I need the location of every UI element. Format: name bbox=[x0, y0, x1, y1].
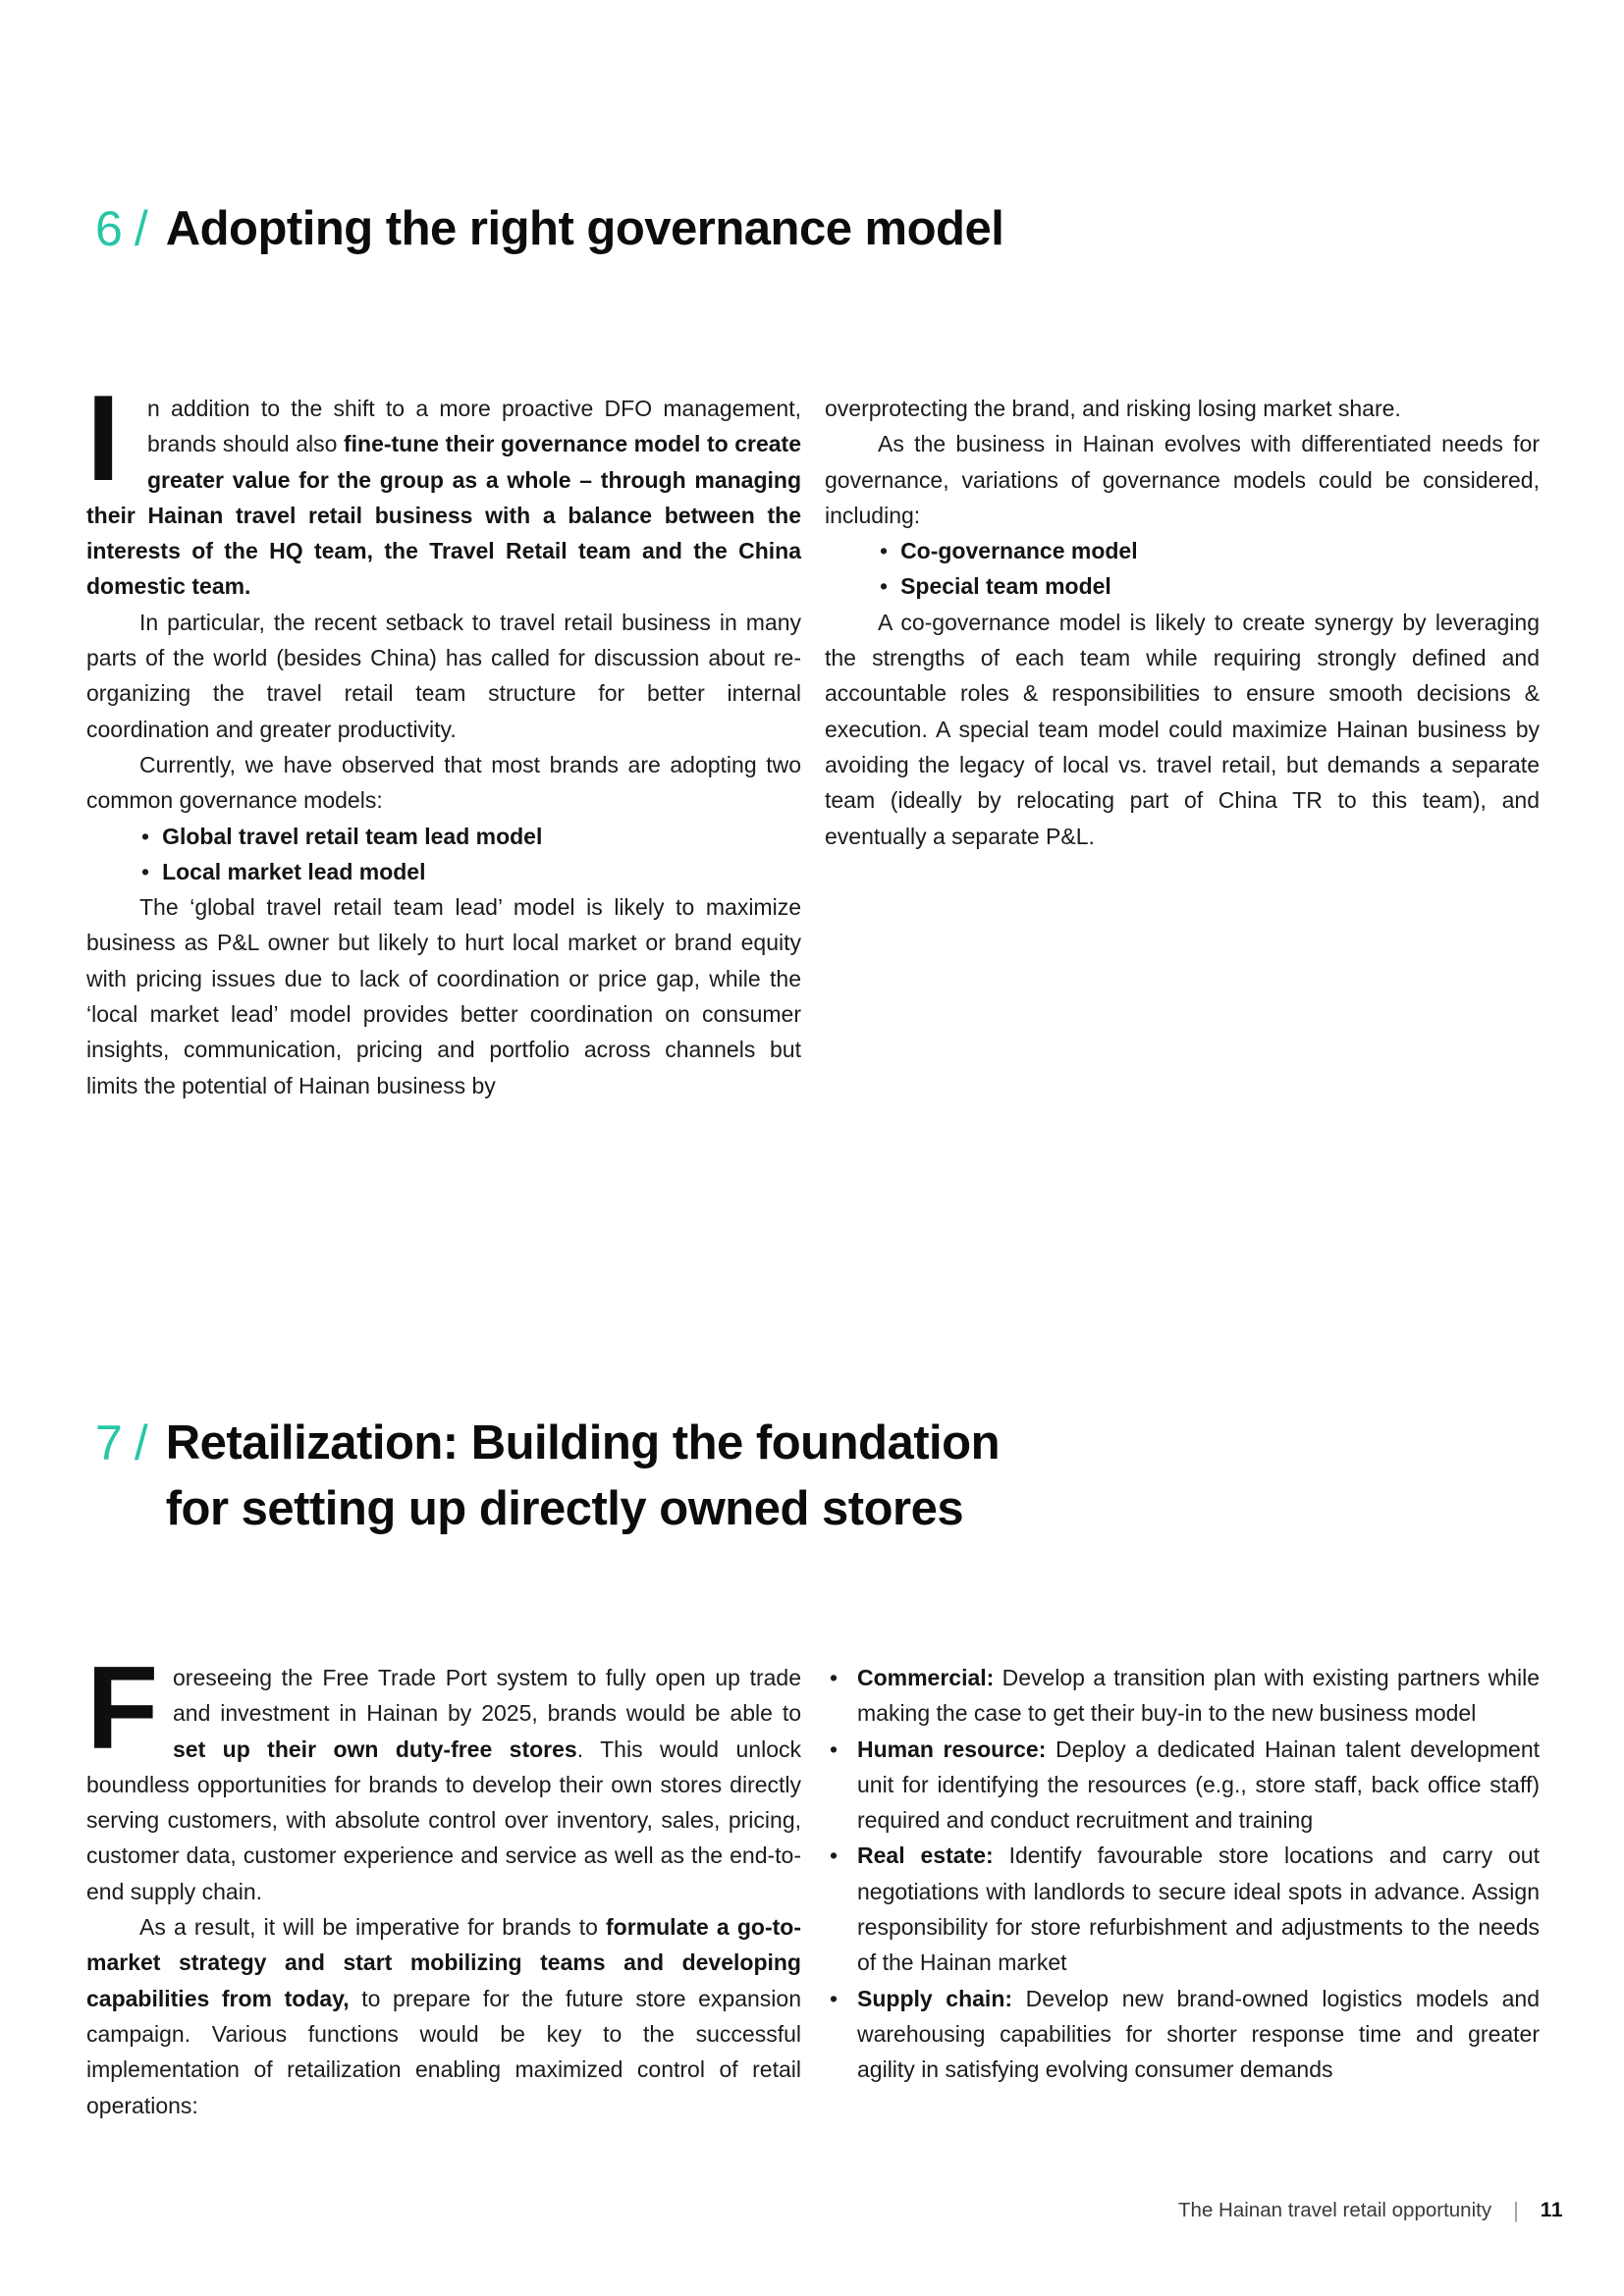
bullet-item bbox=[880, 533, 1540, 568]
section-6-title-line: Adopting the right governance model bbox=[165, 202, 1004, 255]
paragraph bbox=[86, 889, 801, 1103]
bullet-marker-icon: • bbox=[141, 858, 150, 884]
bold-text-run: formulate a go-to-market strategy and start mobilizing teams and developing capabilities from today, bbox=[86, 1914, 801, 2011]
section-7-slash-icon: / bbox=[134, 1415, 148, 1470]
section-6-slash-icon: / bbox=[134, 201, 148, 256]
section-6-number: 6 bbox=[95, 201, 123, 256]
drop-cap-letter: F bbox=[86, 1642, 159, 1774]
bullet-text bbox=[900, 573, 1111, 599]
text-run: Identify favourable store locations and carry out negotiations with landlords to secure ideal spots in advance. Assign responsibility for store refurbishment and adjustments to the needs of the Hainan market bbox=[857, 1842, 1540, 1976]
bold-text-run: Global travel retail team lead model bbox=[162, 823, 543, 849]
footer-separator: | bbox=[1513, 2198, 1519, 2222]
section-6-title bbox=[166, 196, 1004, 262]
text-run: The ‘global travel retail team lead’ model is likely to maximize business as P&L owner but likely to hurt local market or brand equity with pricing issues due to lack of coordination or price gap, while the ‘local market lead’ model provides better coordination on consumer insights, communication, pricing and portfolio across channels but limits the potential of Hainan business by bbox=[86, 894, 801, 1098]
bullet-text bbox=[857, 1842, 1540, 1975]
bold-text-run: set up their own duty-free stores bbox=[173, 1735, 577, 1762]
bullet-text bbox=[857, 1986, 1540, 2083]
bullet-text bbox=[857, 1665, 1540, 1726]
bullet-marker-icon: • bbox=[141, 823, 150, 849]
text-run: Develop a transition plan with existing partners while making the case to get their buy-in to the new business model bbox=[857, 1665, 1540, 1727]
text-run: . This would unlock boundless opportunities for brands to develop their own stores directly serving customers, with absolute control over inventory, sales, pricing, customer data, customer experience and service as well as the end-to-end supply chain. bbox=[86, 1735, 801, 1904]
bullet-item bbox=[825, 1660, 1540, 1732]
section-6-column-left bbox=[86, 371, 801, 1103]
bold-text-run: Commercial: bbox=[857, 1665, 995, 1690]
section-7-number: 7 bbox=[95, 1415, 123, 1470]
text-run: Currently, we have observed that most brands are adopting two common governance models: bbox=[86, 751, 801, 814]
text-run: n addition to the shift to a more proactive DFO management, brands should also bbox=[147, 396, 801, 457]
text-run: Deploy a dedicated Hainan talent development unit for identifying the resources (e.g., store staff, back office staff) required and conduct recruitment and training bbox=[857, 1735, 1541, 1834]
text-run: Develop new brand-owned logistics models and warehousing capabilities for shorter response time and greater agility in satisfying evolving consumer demands bbox=[857, 1985, 1540, 2083]
bold-text-run: Co-governance model bbox=[900, 538, 1138, 564]
bullet-item bbox=[141, 819, 801, 854]
paragraph bbox=[825, 391, 1540, 426]
bullet-text bbox=[162, 859, 425, 884]
bullet-marker-icon: • bbox=[830, 1665, 839, 1690]
drop-cap-letter: I bbox=[86, 371, 121, 507]
bullet-item bbox=[880, 568, 1540, 604]
bullet-marker-icon: • bbox=[880, 538, 889, 564]
section-6-column-right bbox=[825, 391, 1540, 854]
text-run: to prepare for the future store expansion campaign. Various functions would be key to the successful implementation of retailization enabling maximized control of retail operations: bbox=[86, 1985, 801, 2118]
bullet-text bbox=[162, 824, 542, 849]
page-number: 11 bbox=[1540, 2199, 1563, 2221]
bold-text-run: Human resource: bbox=[857, 1735, 1047, 1762]
bullet-item bbox=[141, 854, 801, 889]
section-7-title-line-1: Retailization: Building the foundation bbox=[165, 1416, 1001, 1469]
bold-text-run: Local market lead model bbox=[162, 858, 426, 884]
paragraph bbox=[86, 1642, 801, 1909]
paragraph bbox=[86, 371, 801, 605]
section-7-title bbox=[166, 1411, 1000, 1542]
bold-text-run: Special team model bbox=[900, 573, 1111, 600]
text-run: overprotecting the brand, and risking losing market share. bbox=[825, 396, 1401, 421]
bullet-text bbox=[900, 538, 1138, 563]
footer-report-title: The Hainan travel retail opportunity bbox=[1178, 2199, 1492, 2221]
section-7-column-left bbox=[86, 1642, 801, 2123]
text-run: oreseeing the Free Trade Port system to fully open up trade and investment in Hainan by 2025, brands would be able to bbox=[173, 1665, 801, 1727]
text-run: As the business in Hainan evolves with differentiated needs for governance, variations of governance models could be considered, including: bbox=[825, 431, 1540, 528]
bold-text-run: fine-tune their governance model to create greater value for the group as a whole – through managing their Hainan travel retail business with a balance between the interests of the HQ team, the Travel Retail team and the China domestic team. bbox=[86, 431, 801, 600]
bullet-text bbox=[857, 1736, 1540, 1834]
section-7-column-right bbox=[825, 1660, 1540, 2088]
paragraph bbox=[86, 605, 801, 747]
paragraph bbox=[825, 426, 1540, 533]
section-7-title-line-2: for setting up directly owned stores bbox=[165, 1482, 964, 1535]
text-run: A co-governance model is likely to create synergy by leveraging the strengths of each team while requiring strongly defined and accountable roles & responsibilities to ensure smooth decisions & execution. A special team model could maximize Hainan business by avoiding the legacy of local vs. travel retail, but demands a separate team (ideally by relocating part of China TR to this team), and eventually a separate P&L. bbox=[825, 609, 1540, 849]
paragraph bbox=[825, 605, 1540, 854]
bold-text-run: Real estate: bbox=[857, 1842, 994, 1869]
paragraph bbox=[86, 747, 801, 819]
section-6-header bbox=[95, 196, 1003, 262]
section-7-header bbox=[95, 1411, 1000, 1542]
bullet-marker-icon: • bbox=[880, 573, 889, 600]
page-footer bbox=[1178, 2196, 1563, 2225]
text-run: As a result, it will be imperative for brands to bbox=[139, 1914, 607, 1941]
bullet-marker-icon: • bbox=[830, 1735, 839, 1762]
bullet-marker-icon: • bbox=[830, 1985, 839, 2011]
bullet-item bbox=[825, 1732, 1540, 1839]
bullet-marker-icon: • bbox=[830, 1842, 839, 1869]
text-run: In particular, the recent setback to travel retail business in many parts of the world (besides China) has called for discussion about re-organizing the travel retail team structure for better internal coordination and greater productivity. bbox=[86, 609, 801, 742]
bullet-item bbox=[825, 1981, 1540, 2088]
paragraph bbox=[86, 1909, 801, 2123]
bold-text-run: Supply chain: bbox=[857, 1985, 1013, 2011]
bullet-item bbox=[825, 1838, 1540, 1980]
